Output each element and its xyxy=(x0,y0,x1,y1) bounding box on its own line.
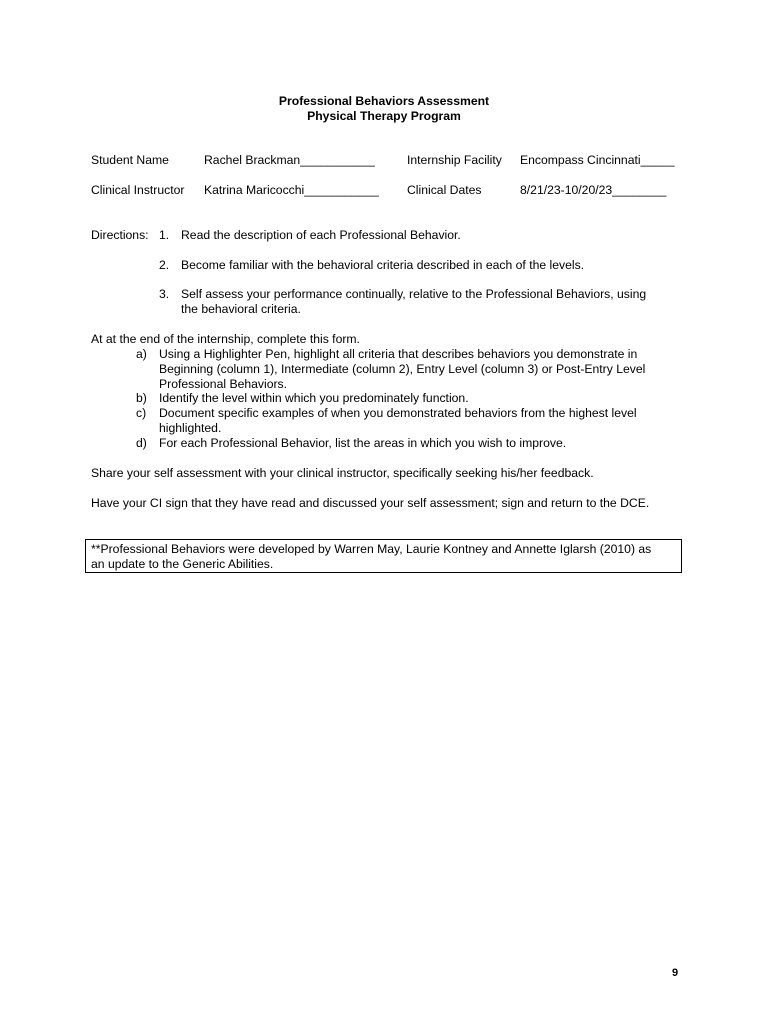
directions-label: Directions: xyxy=(91,228,149,242)
instructor-value: Katrina Maricocchi___________ xyxy=(204,183,379,197)
step-text: Self assess your performance continually, relative to the Professional Behaviors, using xyxy=(181,287,647,301)
list-marker: a) xyxy=(136,347,147,361)
share-instruction: Share your self assessment with your clinical instructor, specifically seeking his/her feedback. xyxy=(91,466,594,480)
document-subtitle: Physical Therapy Program xyxy=(307,109,461,123)
attribution-note-line: **Professional Behaviors were developed by Warren May, Laurie Kontney and Annette Iglarsh (2010) as xyxy=(91,542,652,556)
page-number: 9 xyxy=(672,967,679,979)
step-number: 1. xyxy=(159,228,170,242)
document-title: Professional Behaviors Assessment xyxy=(278,94,490,108)
step-text: the behavioral criteria. xyxy=(181,302,301,316)
clinical-dates-label: Clinical Dates xyxy=(407,183,482,197)
facility-value: Encompass Cincinnati_____ xyxy=(520,153,675,167)
list-item-text: Professional Behaviors. xyxy=(159,377,288,391)
step-number: 2. xyxy=(159,258,170,272)
step-text: Read the description of each Professional Behavior. xyxy=(181,228,461,242)
instructor-label: Clinical Instructor xyxy=(91,183,185,197)
end-section-intro: At at the end of the internship, complete this form. xyxy=(91,332,360,346)
student-name-value: Rachel Brackman___________ xyxy=(204,153,375,167)
attribution-note-box xyxy=(85,539,682,573)
list-marker: b) xyxy=(136,391,147,405)
facility-label: Internship Facility xyxy=(407,153,502,167)
list-item-text: Document specific examples of when you demonstrated behaviors from the highest level xyxy=(159,406,637,420)
attribution-note-line: an update to the Generic Abilities. xyxy=(91,557,274,571)
list-item-text: Identify the level within which you predominately function. xyxy=(159,391,469,405)
step-text: Become familiar with the behavioral criteria described in each of the levels. xyxy=(181,258,585,272)
list-item-text: Using a Highlighter Pen, highlight all criteria that describes behaviors you demonstrate in xyxy=(159,347,638,361)
list-item-text: Beginning (column 1), Intermediate (column 2), Entry Level (column 3) or Post-Entry Level xyxy=(159,362,646,376)
student-name-label: Student Name xyxy=(91,153,169,167)
list-item-text: highlighted. xyxy=(159,421,222,435)
list-item-text: For each Professional Behavior, list the areas in which you wish to improve. xyxy=(159,436,567,450)
list-marker: d) xyxy=(136,436,147,450)
sign-instruction: Have your CI sign that they have read and discussed your self assessment; sign and return to the DCE. xyxy=(91,496,650,510)
clinical-dates-value: 8/21/23-10/20/23________ xyxy=(520,183,667,197)
list-marker: c) xyxy=(136,406,147,420)
step-number: 3. xyxy=(159,287,170,301)
